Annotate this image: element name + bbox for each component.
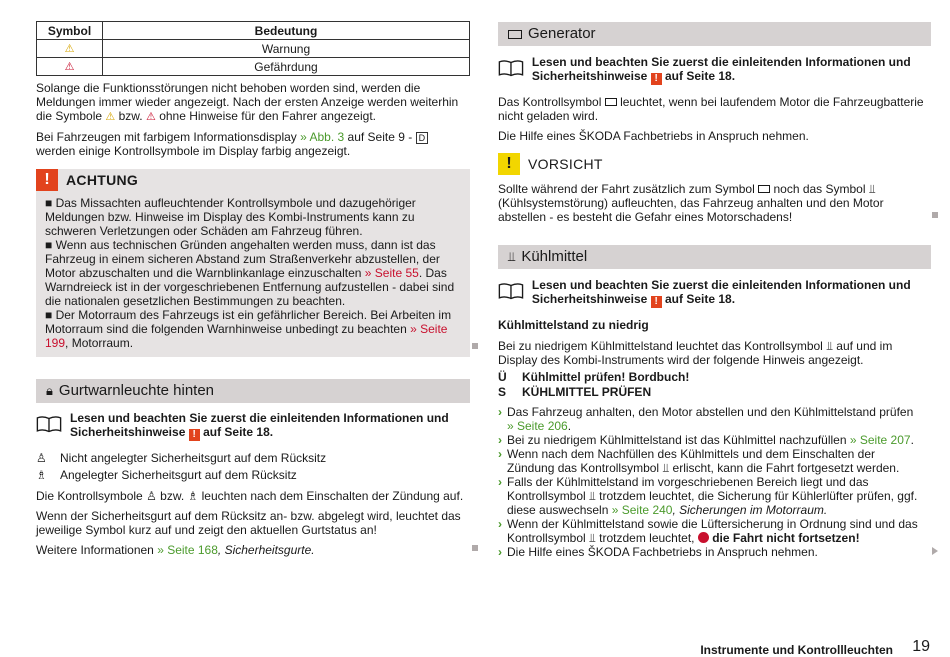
table-cell-meaning: Gefährdung: [103, 58, 470, 76]
table-head-symbol: Symbol: [37, 22, 103, 40]
list-item: › Falls der Kühlmittelstand im vorgeschriebenen Bereich liegt und das Kontrollsymbol ⫫ trotzdem leuchtet, die Sicherung für Kühlerlüfter prüfen, ggf. diese auswechseln » Seite 240, Sicherungen im Motorraum.: [498, 475, 918, 517]
danger-triangle-icon: ⚠: [145, 111, 156, 123]
link-seite-168[interactable]: » Seite 168: [157, 543, 218, 557]
seatbelt-fastened-icon: ♗: [36, 468, 47, 482]
section-header-generator: [498, 22, 931, 46]
section-end-marker: [472, 343, 478, 349]
page-number: 19: [912, 638, 930, 655]
section-title: Gurtwarnleuchte hinten: [58, 382, 215, 399]
table-head-meaning: Bedeutung: [103, 22, 470, 40]
book-icon: [36, 411, 62, 437]
read-first-note: Lesen und beachten Sie zuerst die einleitenden Informationen und Sicherheitshinweise ! auf Seite 18.: [36, 411, 470, 441]
left-paragraph-1: Solange die Funktionsstörungen nicht behoben worden sind, werden die Meldungen immer wieder angezeigt. Nach der ersten Anzeige werden weiterhin die Symbole ⚠ bzw. ⚠ ohne Hinweise für den Fahrer angezeigt.: [36, 81, 459, 123]
achtung-bullet-1: ■ Das Missachten aufleuchtender Kontrollsymbole und dazugehöriger Meldungen bzw. Hinweise im Display des Kombi-Instruments kann zu schweren Verletzungen oder Schäden am Fahrzeug führen.: [45, 196, 416, 238]
exclamation-icon: !: [498, 153, 520, 175]
seatbelt-fastened-icon: ♗: [187, 489, 199, 503]
list-item: Ü Kühlmittel prüfen! Bordbuch!: [498, 370, 690, 384]
achtung-warning-box: [36, 169, 470, 357]
coolant-icon: ⫫: [589, 489, 596, 503]
left-paragraph-2: Bei Fahrzeugen mit farbigem Informationsdisplay » Abb. 3 auf Seite 9 - D werden einige Kontrollsymbole im Display farbig angezeigt.: [36, 130, 470, 158]
link-abb-3[interactable]: » Abb. 3: [300, 130, 345, 144]
coolant-icon: ⫫: [508, 249, 516, 264]
warning-triangle-icon: ⚠: [64, 43, 75, 55]
battery-icon: [508, 30, 522, 39]
kuehl-subheading: Kühlmittelstand zu niedrig: [498, 318, 649, 332]
list-item: ♙ Nicht angelegter Sicherheitsgurt auf dem Rücksitz: [36, 451, 470, 468]
book-icon: [498, 278, 524, 304]
link-seite-206[interactable]: » Seite 206: [507, 419, 568, 433]
generator-paragraph-1: Das Kontrollsymbol leuchtet, wenn bei laufendem Motor die Fahrzeugbatterie nicht geladen wird.: [498, 95, 924, 123]
gurt-paragraph-3: Weitere Informationen » Seite 168, Sicherheitsgurte.: [36, 543, 315, 557]
exclamation-icon: !: [651, 296, 662, 308]
seatbelt-unfastened-icon: ♙: [146, 489, 157, 503]
gurt-paragraph-1: Die Kontrollsymbole ♙ bzw. ♗ leuchten nach dem Einschalten der Zündung auf.: [36, 489, 464, 503]
section-header-gurtwarnleuchte: [36, 379, 470, 403]
generator-paragraph-2: Die Hilfe eines ŠKODA Fachbetriebs in Anspruch nehmen.: [498, 129, 809, 143]
list-item: › Das Fahrzeug anhalten, den Motor abstellen und den Kühlmittelstand prüfen » Seite 206.: [498, 405, 914, 433]
link-seite-240[interactable]: » Seite 240: [611, 503, 673, 517]
display-messages: [498, 370, 931, 400]
exclamation-icon: !: [36, 169, 58, 191]
read-first-note: Lesen und beachten Sie zuerst die einleitenden Informationen und Sicherheitshinweise ! auf Seite 18.: [498, 55, 931, 85]
list-item: › Wenn der Kühlmittelstand sowie die Lüftersicherung in Ordnung sind und das Kontrollsymbol ⫫ trotzdem leuchtet, die Fahrt nicht fortsetzen!: [498, 517, 918, 545]
coolant-icon: ⫫: [589, 531, 596, 545]
seatbelt-icon: 🔒︎: [46, 383, 53, 398]
achtung-bullet-3: ■ Der Motorraum des Fahrzeugs ist ein gefährlicher Bereich. Bei Arbeiten im Motorraum sind die folgenden Warnhinweise unbedingt zu beachten » Seite 199, Motorraum.: [45, 308, 452, 350]
exclamation-icon: !: [651, 73, 662, 85]
vorsicht-text: Sollte während der Fahrt zusätzlich zum Symbol noch das Symbol ⫫ (Kühlsystemstörung) aufleuchten, das Fahrzeug anhalten und den Motor abstellen - es besteht die Gefahr eines Motorschadens!: [498, 182, 884, 224]
achtung-title: ACHTUNG: [66, 172, 139, 188]
warning-triangle-icon: ⚠: [105, 111, 116, 123]
section-end-marker: [472, 545, 478, 551]
section-header-kuehlmittel: [498, 245, 931, 269]
coolant-icon: ⫫: [662, 461, 670, 475]
list-item: › Die Hilfe eines ŠKODA Fachbetriebs in Anspruch nehmen.: [498, 545, 818, 559]
book-icon: [498, 55, 524, 81]
list-item: › Wenn nach dem Nachfüllen des Kühlmittels und dem Einschalten der Zündung das Kontrollsymbol ⫫ erlischt, kann die Fahrt fortgesetzt werden.: [498, 447, 900, 475]
coolant-icon: ⫫: [826, 339, 833, 353]
seatbelt-status-list: [36, 451, 470, 485]
link-seite-207[interactable]: » Seite 207: [849, 433, 911, 447]
table-row: [37, 58, 470, 76]
gurt-paragraph-2: Wenn der Sicherheitsgurt auf dem Rücksitz an- bzw. abgelegt wird, leuchtet das jeweilige Symbol kurz auf und zeigt den aktuellen Gurtstatus an!: [36, 509, 461, 537]
battery-icon: [758, 185, 770, 193]
exclamation-icon: !: [189, 429, 200, 441]
display-type-icon: S: [498, 385, 507, 399]
display-type-icon: Ü: [498, 370, 507, 384]
footer-chapter-title: Instrumente und Kontrollleuchten: [700, 643, 893, 657]
table-cell-meaning: Warnung: [103, 40, 470, 58]
kuehl-steps-list: [498, 405, 918, 559]
list-item: S KÜHLMITTEL PRÜFEN: [498, 385, 652, 399]
table-row: [37, 40, 470, 58]
link-seite-55[interactable]: » Seite 55: [364, 266, 419, 280]
danger-triangle-icon: ⚠: [64, 61, 75, 73]
vorsicht-title: VORSICHT: [528, 156, 603, 172]
display-d-icon: D: [416, 132, 429, 144]
vorsicht-header: [498, 153, 603, 175]
stop-icon: [698, 532, 709, 543]
section-title: Generator: [528, 25, 596, 42]
section-title: Kühlmittel: [521, 248, 588, 265]
continue-arrow-icon: [932, 547, 938, 555]
link-seite-199[interactable]: » Seite 199: [45, 322, 448, 350]
list-item: ♗ Angelegter Sicherheitsgurt auf dem Rücksitz: [36, 468, 470, 485]
coolant-icon: ⫫: [868, 182, 876, 196]
kuehl-paragraph-1: Bei zu niedrigem Kühlmittelstand leuchtet das Kontrollsymbol ⫫ auf und im Display des Kombi-Instruments wird der folgende Hinweis angezeigt.: [498, 339, 893, 367]
battery-icon: [605, 98, 617, 106]
achtung-bullet-2: ■ Wenn aus technischen Gründen angehalten werden muss, dann ist das Fahrzeug in einem sicheren Abstand zum Straßenverkehr abzustellen, der Motor abzuschalten und die Warnblinkanlage einzuschalten » Seite 55. Das Warndreieck ist in der vorgeschriebenen Entfernung aufzustellen - dabei sind die nationalen gesetzlichen Bestimmungen zu beachten.: [45, 238, 455, 308]
symbol-table: [36, 21, 470, 76]
read-first-note: Lesen und beachten Sie zuerst die einleitenden Informationen und Sicherheitshinweise ! auf Seite 18.: [498, 278, 931, 308]
seatbelt-unfastened-icon: ♙: [36, 451, 47, 465]
list-item: › Bei zu niedrigem Kühlmittelstand ist das Kühlmittel nachzufüllen » Seite 207.: [498, 433, 914, 447]
section-end-marker: [932, 212, 938, 218]
